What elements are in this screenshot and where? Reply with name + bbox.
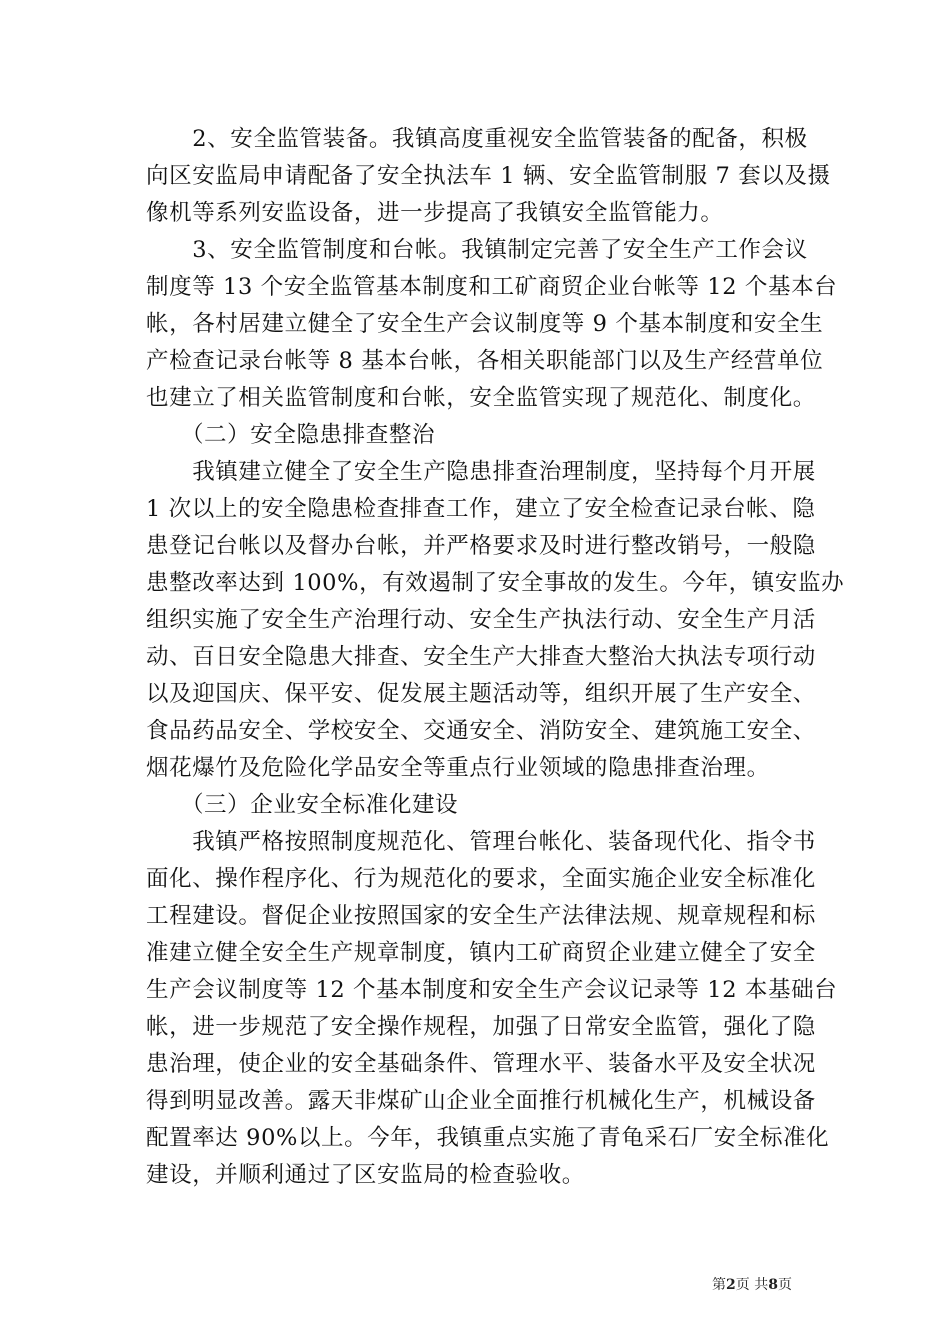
text-line: 帐，各村居建立健全了安全生产会议制度等 9 个基本制度和安全生 [146,311,824,337]
text-line: 面化、操作程序化、行为规范化的要求，全面实施企业安全标准化 [146,866,816,892]
text-line: 工程建设。督促企业按照国家的安全生产法律法规、规章规程和标 [146,903,816,929]
footer-suffix: 页 [777,1277,792,1293]
text-line: 向区安监局申请配备了安全执法车 1 辆、安全监管制服 7 套以及摄 [146,163,831,189]
text-line: 2、安全监管装备。我镇高度重视安全监管装备的配备，积极 [146,126,808,152]
text-line: 食品药品安全、学校安全、交通安全、消防安全、建筑施工安全、 [146,718,816,744]
text-line: 产检查记录台帐等 8 基本台帐，各相关职能部门以及生产经营单位 [146,348,824,374]
total-pages-number: 8 [768,1277,778,1293]
text-line: 配置率达 90%以上。今年，我镇重点实施了青龟采石厂安全标准化 [146,1125,830,1151]
text-line: 我镇严格按照制度规范化、管理台帐化、装备现代化、指令书 [146,829,816,855]
text-line: 患治理，使企业的安全基础条件、管理水平、装备水平及安全状况 [146,1051,816,1077]
text-line: 以及迎国庆、保平安、促发展主题活动等，组织开展了生产安全、 [146,681,816,707]
text-line: 患登记台帐以及督办台帐，并严格要求及时进行整改销号，一般隐 [146,533,816,559]
current-page-number: 2 [726,1277,736,1293]
text-line: 也建立了相关监管制度和台帐，安全监管实现了规范化、制度化。 [146,385,816,411]
text-line: 准建立健全安全生产规章制度，镇内工矿商贸企业建立健全了安全 [146,940,816,966]
text-line: 1 次以上的安全隐患检查排查工作，建立了安全检查记录台帐、隐 [146,496,816,522]
text-line: 3、安全监管制度和台帐。我镇制定完善了安全生产工作会议 [146,237,808,263]
section-heading: （三）企业安全标准化建设 [146,792,459,818]
page-footer [712,1276,792,1294]
text-line: 我镇建立健全了安全生产隐患排查治理制度，坚持每个月开展 [146,459,816,485]
text-line: 得到明显改善。露天非煤矿山企业全面推行机械化生产，机械设备 [146,1088,816,1114]
text-line: 组织实施了安全生产治理行动、安全生产执法行动、安全生产月活 [146,607,816,633]
text-line: 动、百日安全隐患大排查、安全生产大排查大整治大执法专项行动 [146,644,816,670]
text-line: 像机等系列安监设备，进一步提高了我镇安全监管能力。 [146,200,724,226]
section-heading: （二）安全隐患排查整治 [146,422,436,448]
text-line: 制度等 13 个安全监管基本制度和工矿商贸企业台帐等 12 个基本台 [146,274,838,300]
text-line: 帐，进一步规范了安全操作规程，加强了日常安全监管，强化了隐 [146,1014,816,1040]
text-line: 烟花爆竹及危险化学品安全等重点行业领域的隐患排查治理。 [146,755,770,781]
text-line: 患整改率达到 100%，有效遏制了安全事故的发生。今年，镇安监办 [146,570,845,596]
text-line: 生产会议制度等 12 个基本制度和安全生产会议记录等 12 本基础台 [146,977,838,1003]
text-line: 建设，并顺利通过了区安监局的检查验收。 [146,1162,585,1188]
footer-prefix: 第 [712,1277,726,1293]
footer-middle: 页 共 [735,1277,769,1293]
